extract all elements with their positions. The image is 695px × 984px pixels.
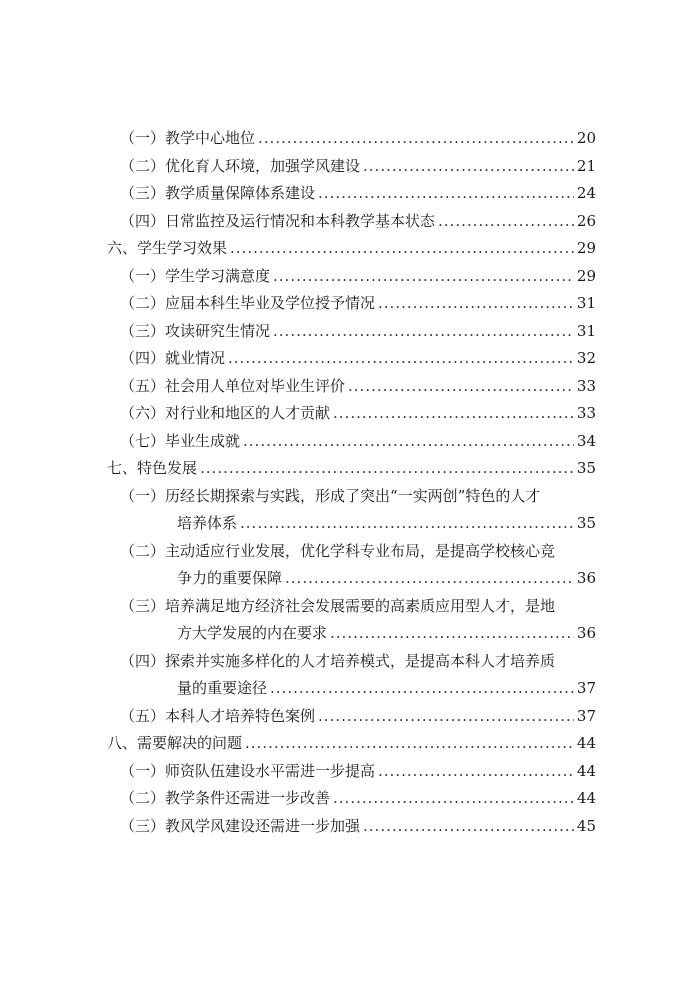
dot-leader xyxy=(245,733,574,753)
toc-entry-title: （四）就业情况 xyxy=(120,349,226,367)
toc-entry[interactable] xyxy=(107,458,596,478)
toc-page-number: 31 xyxy=(576,322,596,340)
toc-page-number: 37 xyxy=(576,679,596,697)
toc-entry[interactable] xyxy=(120,293,596,313)
toc-entry-title: （六）对行业和地区的人才贡献 xyxy=(120,404,331,422)
toc-page-number: 33 xyxy=(576,404,596,422)
toc-entry-continuation[interactable] xyxy=(177,623,596,643)
toc-entry[interactable] xyxy=(120,128,596,148)
toc-entry[interactable] xyxy=(120,156,596,176)
toc-entry[interactable] xyxy=(107,733,596,753)
toc-entry[interactable] xyxy=(120,486,596,506)
toc-entry[interactable] xyxy=(120,348,596,368)
toc-entry[interactable] xyxy=(120,651,596,671)
toc-entry-title: 八、需要解决的问题 xyxy=(107,734,243,752)
toc-entry-title-continuation: 培养体系 xyxy=(177,514,238,532)
toc-entry-title: （二）应届本科生毕业及学位授予情况 xyxy=(120,294,376,312)
toc-entry[interactable] xyxy=(107,238,596,258)
dot-leader xyxy=(258,128,574,148)
dot-leader xyxy=(243,431,574,451)
dot-leader xyxy=(348,376,574,396)
toc-entry[interactable] xyxy=(120,211,596,231)
dot-leader xyxy=(318,183,574,203)
toc-entry-title-continuation: 方大学发展的内在要求 xyxy=(177,624,328,642)
dot-leader xyxy=(240,513,574,533)
dot-leader xyxy=(228,348,574,368)
dot-leader xyxy=(333,788,574,808)
toc-entry[interactable] xyxy=(120,183,596,203)
toc-entry[interactable] xyxy=(120,266,596,286)
dot-leader xyxy=(230,238,574,258)
toc-entry[interactable] xyxy=(120,788,596,808)
toc-entry-title: （一）教学中心地位 xyxy=(120,129,256,147)
toc-page-number: 29 xyxy=(576,267,596,285)
toc-entry[interactable] xyxy=(120,596,596,616)
toc-page-number: 36 xyxy=(576,569,596,587)
toc-page-number: 44 xyxy=(576,762,596,780)
toc-entry-title: （七）毕业生成就 xyxy=(120,432,241,450)
toc-entry[interactable] xyxy=(120,321,596,341)
dot-leader xyxy=(378,293,574,313)
toc-entry[interactable] xyxy=(120,376,596,396)
dot-leader xyxy=(333,403,574,423)
toc-entry-title: （五）社会用人单位对毕业生评价 xyxy=(120,377,346,395)
toc-entry-continuation[interactable] xyxy=(177,568,596,588)
toc-entry-title: （二）优化育人环境，加强学风建设 xyxy=(120,157,361,175)
toc-entry-title: （一）历经长期探索与实践，形成了突出“一实两创”特色的人才 xyxy=(120,487,541,505)
dot-leader xyxy=(318,706,574,726)
toc-page-number: 21 xyxy=(576,157,596,175)
dot-leader xyxy=(270,678,574,698)
toc-entry-title: 七、特色发展 xyxy=(107,459,198,477)
toc-page-number: 36 xyxy=(576,624,596,642)
dot-leader xyxy=(330,623,574,643)
dot-leader xyxy=(285,568,574,588)
toc-entry[interactable] xyxy=(120,403,596,423)
toc-page-number: 31 xyxy=(576,294,596,312)
toc-entry-title: （二）教学条件还需进一步改善 xyxy=(120,789,331,807)
dot-leader xyxy=(438,211,574,231)
toc-page-number: 32 xyxy=(576,349,596,367)
toc-page-number: 44 xyxy=(576,734,596,752)
toc-page-number: 20 xyxy=(576,129,596,147)
toc-entry-title-continuation: 量的重要途径 xyxy=(177,679,268,697)
toc-entry-title: （一）师资队伍建设水平需进一步提高 xyxy=(120,762,376,780)
dot-leader xyxy=(378,761,574,781)
toc-page-number: 29 xyxy=(576,239,596,257)
toc-entry-continuation[interactable] xyxy=(177,513,596,533)
toc-page-number: 37 xyxy=(576,707,596,725)
toc-entry-title: （二）主动适应行业发展，优化学科专业布局，是提高学校核心竞 xyxy=(120,542,556,560)
toc-entry-continuation[interactable] xyxy=(177,678,596,698)
toc-entry-title: （三）培养满足地方经济社会发展需要的高素质应用型人才，是地 xyxy=(120,597,556,615)
dot-leader xyxy=(273,321,574,341)
toc-entry[interactable] xyxy=(120,761,596,781)
toc-page-number: 34 xyxy=(576,432,596,450)
toc-page-number: 35 xyxy=(576,459,596,477)
toc-entry-title: （三）教风学风建设还需进一步加强 xyxy=(120,817,361,835)
toc-entry[interactable] xyxy=(120,431,596,451)
toc-entry-title: （三）攻读研究生情况 xyxy=(120,322,271,340)
dot-leader xyxy=(200,458,574,478)
toc-page-number: 44 xyxy=(576,789,596,807)
toc-entry[interactable] xyxy=(120,541,596,561)
toc-page-number: 33 xyxy=(576,377,596,395)
toc-entry-title: （五）本科人才培养特色案例 xyxy=(120,707,316,725)
toc-entry-title: （三）教学质量保障体系建设 xyxy=(120,184,316,202)
toc-page-number: 24 xyxy=(576,184,596,202)
toc-entry[interactable] xyxy=(120,816,596,836)
toc-page-number: 26 xyxy=(576,212,596,230)
toc-page-number: 35 xyxy=(576,514,596,532)
dot-leader xyxy=(273,266,574,286)
dot-leader xyxy=(363,816,574,836)
dot-leader xyxy=(363,156,574,176)
toc-entry-title: （四）探索并实施多样化的人才培养模式，是提高本科人才培养质 xyxy=(120,652,556,670)
toc-entry-title: （一）学生学习满意度 xyxy=(120,267,271,285)
toc-entry-title: （四）日常监控及运行情况和本科教学基本状态 xyxy=(120,212,436,230)
toc-entry[interactable] xyxy=(120,706,596,726)
toc-entry-title-continuation: 争力的重要保障 xyxy=(177,569,283,587)
toc-page-number: 45 xyxy=(576,817,596,835)
toc-entry-title: 六、学生学习效果 xyxy=(107,239,228,257)
